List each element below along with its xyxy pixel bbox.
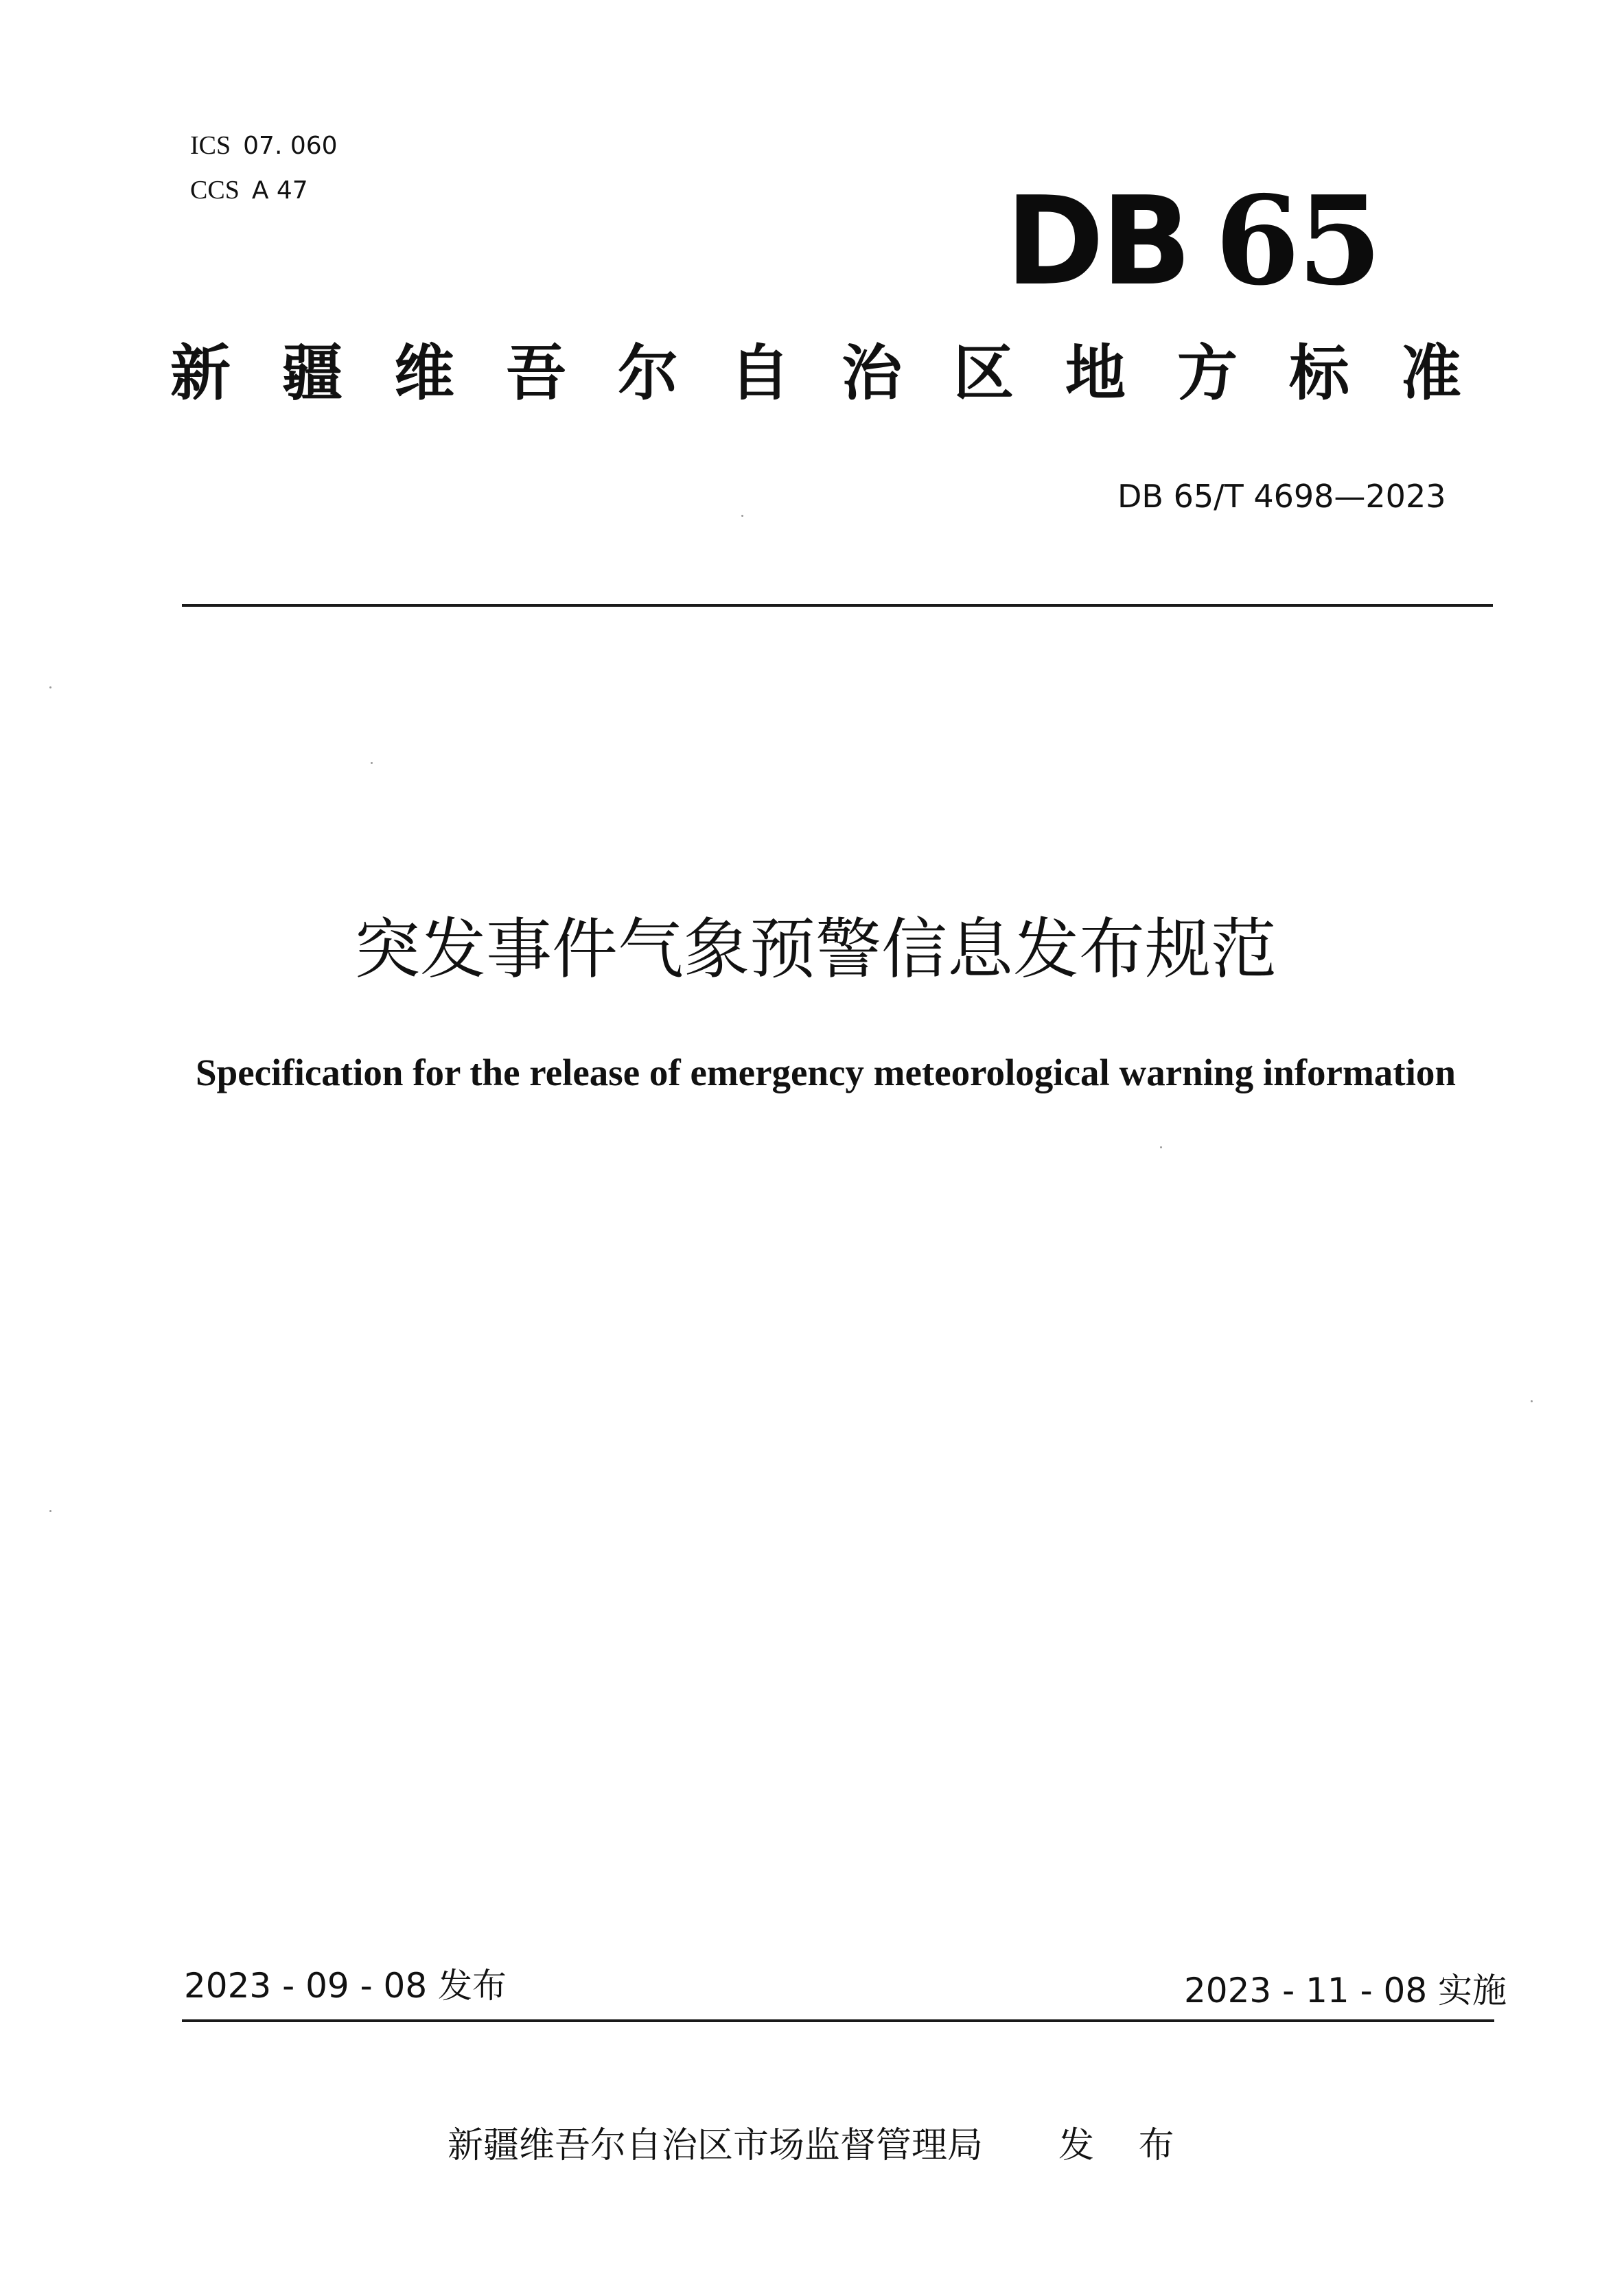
logo-number: 65	[1215, 169, 1380, 312]
scan-speck	[1531, 1400, 1533, 1402]
ccs-code	[177, 151, 308, 203]
scan-speck	[49, 1510, 51, 1512]
publisher-line	[448, 2125, 1191, 2166]
scan-speck	[49, 686, 51, 688]
scan-speck	[741, 515, 743, 517]
ics-label: ICS	[190, 131, 231, 160]
publisher-name: 新疆维吾尔自治区市场监督管理局	[448, 2125, 984, 2166]
bottom-divider	[182, 2019, 1494, 2022]
ccs-label: CCS	[190, 176, 240, 205]
logo-prefix: DB	[1006, 170, 1189, 312]
db65-logo	[1006, 169, 1380, 312]
scan-speck	[371, 762, 373, 764]
ics-value: 07. 060	[243, 132, 338, 160]
ccs-value: A 47	[251, 176, 308, 205]
publish-action: 发 布	[1058, 2125, 1191, 2166]
title-chinese: 突发事件气象预警信息发布规范	[354, 911, 1277, 988]
release-date: 2023 - 09 - 08 发布	[184, 1966, 507, 2006]
top-divider	[182, 604, 1493, 607]
implementation-date: 2023 - 11 - 08 实施	[1184, 1971, 1507, 2010]
title-english: Specification for the release of emergency meteorological warning information	[196, 1052, 1456, 1093]
standard-kind: 新疆维吾尔自治区地方标准	[170, 338, 1513, 408]
scan-speck	[1160, 1146, 1162, 1148]
standard-number: DB 65/T 4698—2023	[1117, 478, 1446, 515]
